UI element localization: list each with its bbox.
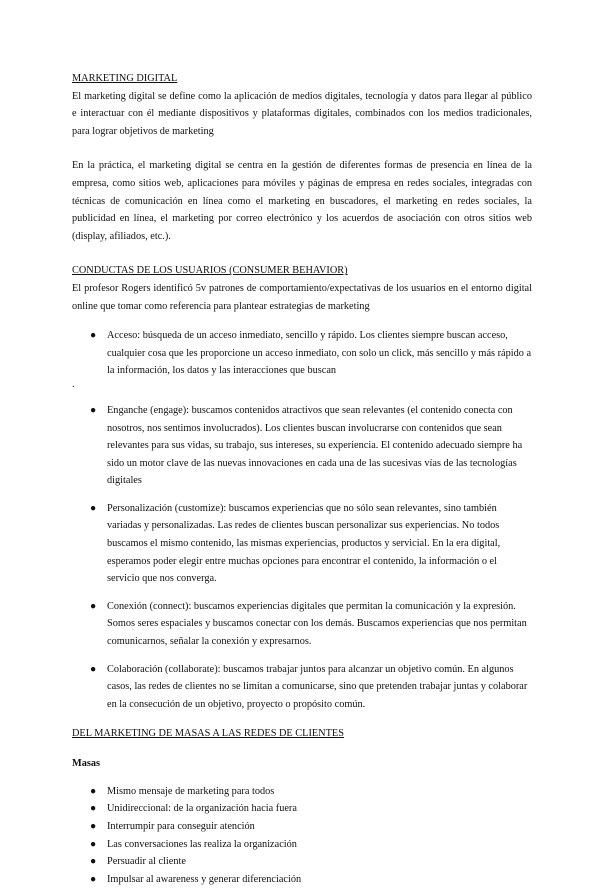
bullet-icon: ● (90, 330, 97, 342)
bullet-icon: ● (90, 856, 97, 868)
list-item (72, 783, 532, 801)
list-item (72, 661, 532, 714)
behavior-list-continued (72, 402, 532, 714)
behavior-conexion: Conexión (connect): buscamos experiencias digitales que permitan la comunicación y la expresión. Somos seres espaciales y buscamos conectar con los demás. Buscamos experiencias que nos permitan comunicarnos, señalar la conexión y expresarnos. (107, 600, 527, 648)
intro-paragraph-2: En la práctica, el marketing digital se centra en la gestión de diferentes formas de presencia en línea de la empresa, como sitios web, aplicaciones para móviles y páginas de empresa en redes sociales, integradas con técnicas de comunicación en línea como el marketing en buscadores, el marketing en redes sociales, la publicidad en línea, el marketing por correo electrónico y los acuerdos de asociación con otros sitios web (display, afiliados, etc.). (72, 160, 532, 242)
bullet-icon: ● (90, 502, 97, 514)
masas-item: Las conversaciones las realiza la organización (107, 838, 297, 850)
bullet-icon: ● (90, 803, 97, 815)
bullet-icon: ● (90, 663, 97, 675)
section-title-masas: DEL MARKETING DE MASAS A LAS REDES DE CLIENTES (72, 728, 344, 740)
masas-item: Impulsar al awareness y generar diferenciación (107, 873, 302, 885)
bullet-icon: ● (90, 600, 97, 612)
behavior-personalizacion: Personalización (customize): buscamos experiencias que no sólo sean relevantes, sino también variadas y personalizadas. Las redes de clientes buscan personalizar sus experiencias. No todos buscamos el mismo contenido, las mismas experiencias, productos y servicial. En la era digital, esperamos poder elegir entre muchas opciones para encontrar el contenido, la información o el servicio que nos converga. (107, 502, 501, 585)
document-page (72, 70, 532, 888)
behavior-list (72, 327, 532, 380)
masas-list (72, 783, 532, 888)
list-item (72, 327, 532, 380)
behavior-enganche: Enganche (engage): buscamos contenidos atractivos que sean relevantes (el contenido conecta con nosotros, nos sentimos involucrados). Los clientes buscan involucrarse con contenidos que sean relevantes para sus vidas, su trabajo, sus intereses, su experiencia. El contenido adecuado siempre ha sido un motor clave de las nuevas innovaciones en cada una de las sucesivas vías de las tecnologías digitales (107, 404, 523, 487)
bullet-icon: ● (90, 821, 97, 833)
list-item (72, 800, 532, 818)
stray-mark: . (72, 378, 75, 390)
list-item (72, 836, 532, 854)
list-item (72, 598, 532, 651)
bullet-icon: ● (90, 873, 97, 885)
bullet-icon: ● (90, 838, 97, 850)
section-title-conductas: CONDUCTAS DE LOS USUARIOS (CONSUMER BEHAVIOR) (72, 265, 348, 277)
masas-item: Persuadir al cliente (107, 856, 186, 868)
masas-item: Unidireccional: de la organización hacia fuera (107, 803, 297, 815)
section-title-marketing-digital: MARKETING DIGITAL (72, 73, 178, 84)
intro-paragraph-1: El marketing digital se define como la aplicación de medios digitales, tecnología y datos para llegar al público e interactuar con él mediante dispositivos y plataformas digitales, combinados con los medios tradicionales, para lograr objetivos de marketing (72, 90, 532, 137)
masas-subtitle: Masas (72, 758, 101, 769)
behavior-colaboracion: Colaboración (collaborate): buscamos trabajar juntos para alcanzar un objetivo común. En algunos casos, las redes de clientes no se limitan a comunicarse, sino que pretenden trabajar juntas y colaborar en la consecución de un objetivo, proyecto o propósito común. (107, 663, 528, 710)
conductas-intro: El profesor Rogers identificó 5v patrones de comportamiento/expectativas de los usuarios en el entorno digital online que tomar como referencia para plantear estrategias de marketing (72, 282, 532, 312)
bullet-icon: ● (90, 785, 97, 797)
behavior-acceso: Acceso: búsqueda de un acceso inmediato, sencillo y rápido. Los clientes siempre buscan acceso, cualquier cosa que les proporcione un acceso inmediato, con solo un click, más sencillo y más rápido a la información, los datos y las interacciones que buscan (107, 330, 532, 377)
masas-item: Mismo mensaje de marketing para todos (107, 785, 275, 797)
masas-item: Interrumpir para conseguir atención (107, 821, 255, 833)
list-item (72, 818, 532, 836)
list-item (72, 853, 532, 871)
list-item (72, 871, 532, 888)
bullet-icon: ● (90, 404, 97, 416)
list-item (72, 500, 532, 588)
list-item (72, 402, 532, 490)
